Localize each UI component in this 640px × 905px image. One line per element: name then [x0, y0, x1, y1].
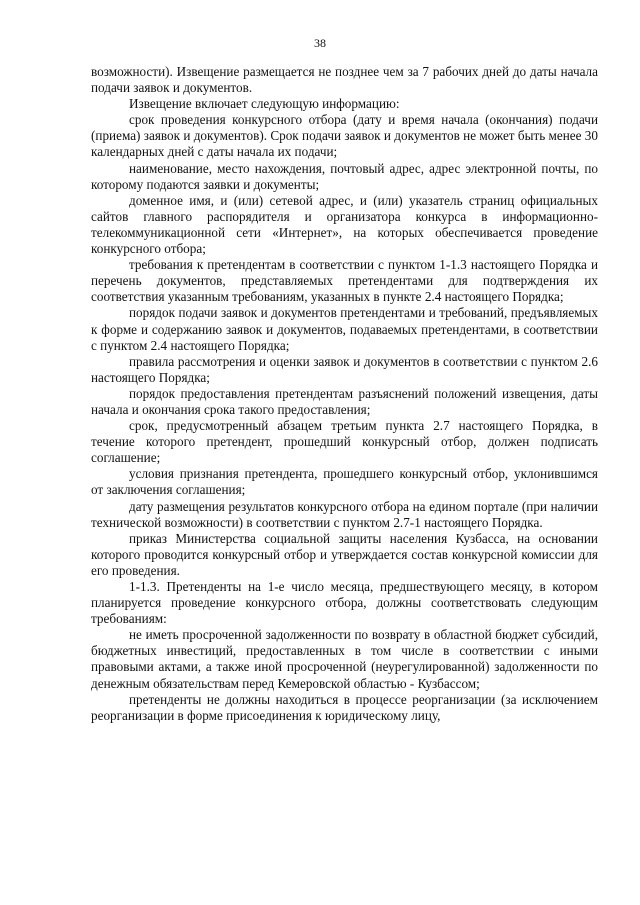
paragraph: условия признания претендента, прошедшего конкурсный отбор, уклонившимся от заключения соглашения; [91, 466, 598, 498]
document-body [91, 64, 598, 724]
paragraph: правила рассмотрения и оценки заявок и документов в соответствии с пунктом 2.6 настоящего Порядка; [91, 353, 598, 385]
paragraph: приказ Министерства социальной защиты населения Кузбасса, на основании которого проводится конкурсный отбор и утверждается состав конкурсной комиссии для его проведения. [91, 530, 598, 578]
paragraph: 1-1.3. Претенденты на 1-е число месяца, предшествующего месяцу, в котором планируется проведение конкурсного отбора, должны соответствовать следующим требованиям: [91, 579, 598, 627]
paragraph: срок, предусмотренный абзацем третьим пункта 2.7 настоящего Порядка, в течение которого претендент, прошедший конкурсный отбор, должен подписать соглашение; [91, 418, 598, 466]
paragraph: доменное имя, и (или) сетевой адрес, и (или) указатель страниц официальных сайтов главного распорядителя и организатора конкурса в информационно-телекоммуникационной сети «Интернет», на которых обеспечивается проведение конкурсного отбора; [91, 192, 598, 257]
paragraph: требования к претендентам в соответствии с пунктом 1-1.3 настоящего Порядка и перечень документов, представляемых претендентами для подтверждения их соответствия указанным требованиям, указанных в пункте 2.4 настоящего Порядка; [91, 257, 598, 305]
page-number: 38 [314, 36, 326, 50]
paragraph: Извещение включает следующую информацию: [129, 96, 400, 112]
paragraph: претенденты не должны находиться в процессе реорганизации (за исключением реорганизации в форме присоединения к юридическому лицу, [91, 691, 598, 723]
paragraph: наименование, место нахождения, почтовый адрес, адрес электронной почты, по которому подаются заявки и документы; [91, 160, 598, 192]
paragraph: возможности). Извещение размещается не позднее чем за 7 рабочих дней до даты начала подачи заявок и документов. [91, 64, 598, 96]
paragraph: порядок подачи заявок и документов претендентами и требований, предъявляемых к форме и содержанию заявок и документов, подаваемых претендентами, в соответствии с пунктом 2.4 настоящего Порядка; [91, 305, 598, 353]
paragraph: порядок предоставления претендентам разъяснений положений извещения, даты начала и окончания срока такого предоставления; [91, 385, 598, 417]
paragraph: не иметь просроченной задолженности по возврату в областной бюджет субсидий, бюджетных инвестиций, предоставленных в том числе в соответствии с иными правовыми актами, а также иной просроченной (неурегулированной) задолженности по денежным обязательствам перед Кемеровской областью - Кузбассом; [91, 627, 598, 691]
paragraph: дату размещения результатов конкурсного отбора на едином портале (при наличии технической возможности) в соответствии с пунктом 2.7-1 настоящего Порядка. [91, 498, 598, 530]
paragraph: срок проведения конкурсного отбора (дату и время начала (окончания) подачи (приема) заявок и документов). Срок подачи заявок и документов не может быть менее 30 календарных дней с даты начала их подачи; [91, 112, 598, 160]
